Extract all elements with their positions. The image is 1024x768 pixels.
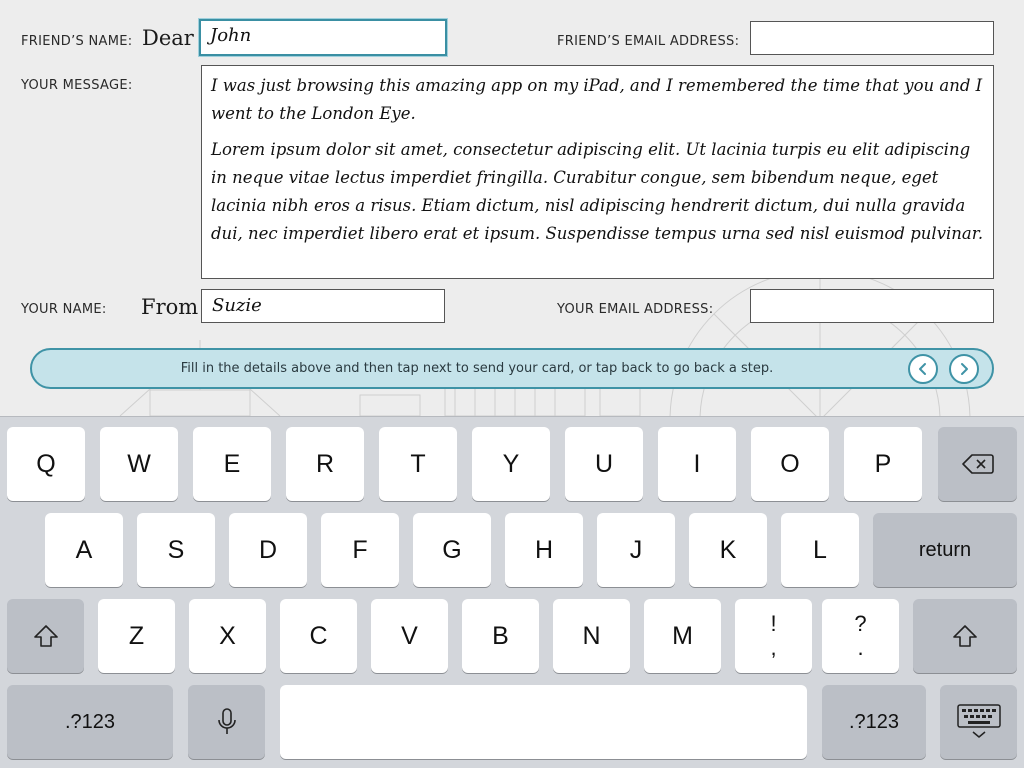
next-button[interactable] (949, 354, 979, 384)
numbers-key-left[interactable]: .?123 (7, 685, 173, 759)
key-v[interactable]: V (371, 599, 448, 673)
return-key[interactable]: return (873, 513, 1017, 587)
key-o[interactable]: O (751, 427, 829, 501)
key-u[interactable]: U (565, 427, 643, 501)
your-email-field[interactable] (750, 289, 994, 323)
key-exclamation-comma[interactable] (735, 599, 812, 673)
friend-name-field[interactable]: John (199, 19, 447, 56)
key-comma-label: , (770, 635, 777, 660)
key-l[interactable]: L (781, 513, 859, 587)
key-z[interactable]: Z (98, 599, 175, 673)
your-name-label: YOUR NAME: (21, 302, 107, 317)
key-k[interactable]: K (689, 513, 767, 587)
microphone-icon (217, 707, 237, 737)
key-a[interactable]: A (45, 513, 123, 587)
key-w[interactable]: W (100, 427, 178, 501)
chevron-left-icon (916, 362, 930, 376)
friend-email-label: FRIEND’S EMAIL ADDRESS: (557, 34, 740, 49)
key-x[interactable]: X (189, 599, 266, 673)
shift-key-left[interactable] (7, 599, 84, 673)
key-h[interactable]: H (505, 513, 583, 587)
keyboard-dismiss-icon (956, 703, 1002, 741)
key-q[interactable]: Q (7, 427, 85, 501)
key-c[interactable]: C (280, 599, 357, 673)
friend-name-label: FRIEND’S NAME: (21, 34, 133, 49)
your-name-prefix: From (141, 295, 199, 319)
key-e[interactable]: E (193, 427, 271, 501)
message-label: YOUR MESSAGE: (21, 78, 133, 93)
message-paragraph: I was just browsing this amazing app on my iPad, and I remembered the time that you and I went to the London Eye. (211, 76, 983, 123)
dictation-key[interactable] (188, 685, 265, 759)
backspace-icon (962, 453, 994, 475)
numbers-key-right[interactable]: .?123 (822, 685, 926, 759)
key-question-label: ? (854, 611, 867, 636)
shift-icon (33, 624, 59, 648)
key-r[interactable]: R (286, 427, 364, 501)
chevron-right-icon (957, 362, 971, 376)
key-m[interactable]: M (644, 599, 721, 673)
key-t[interactable]: T (379, 427, 457, 501)
shift-icon (952, 624, 978, 648)
friend-email-field[interactable] (750, 21, 994, 55)
key-n[interactable]: N (553, 599, 630, 673)
your-name-field[interactable]: Suzie (201, 289, 445, 323)
key-i[interactable]: I (658, 427, 736, 501)
shift-key-right[interactable] (913, 599, 1017, 673)
key-f[interactable]: F (321, 513, 399, 587)
key-g[interactable]: G (413, 513, 491, 587)
your-email-label: YOUR EMAIL ADDRESS: (557, 302, 714, 317)
key-j[interactable]: J (597, 513, 675, 587)
key-b[interactable]: B (462, 599, 539, 673)
key-s[interactable]: S (137, 513, 215, 587)
backspace-key[interactable] (938, 427, 1017, 501)
message-paragraph: Lorem ipsum dolor sit amet, consectetur adipiscing elit. Ut lacinia turpis eu elit adipiscing in neque vitae lectus imperdiet fringilla. Curabitur congue, sem bibendum neque, eget lacinia nibh eros a risus. Etiam dictum, nisl adipiscing hendrerit dictum, dui nulla gravida dui, nec imperdiet libero erat et ipsum. Suspendisse tempus urna sed nisl euismod pulvinar. (211, 140, 984, 243)
dismiss-keyboard-key[interactable] (940, 685, 1017, 759)
key-p[interactable]: P (844, 427, 922, 501)
key-exclamation-label: ! (770, 611, 777, 636)
key-period-label: . (857, 635, 864, 660)
key-question-period[interactable] (822, 599, 899, 673)
on-screen-keyboard (0, 416, 1024, 768)
space-bar[interactable] (280, 685, 807, 759)
instruction-bar (30, 348, 994, 389)
back-button[interactable] (908, 354, 938, 384)
message-textarea[interactable] (201, 65, 994, 279)
key-d[interactable]: D (229, 513, 307, 587)
instruction-text: Fill in the details above and then tap next to send your card, or tap back to go back a step. (180, 361, 774, 376)
key-y[interactable]: Y (472, 427, 550, 501)
friend-name-prefix: Dear (142, 26, 194, 50)
